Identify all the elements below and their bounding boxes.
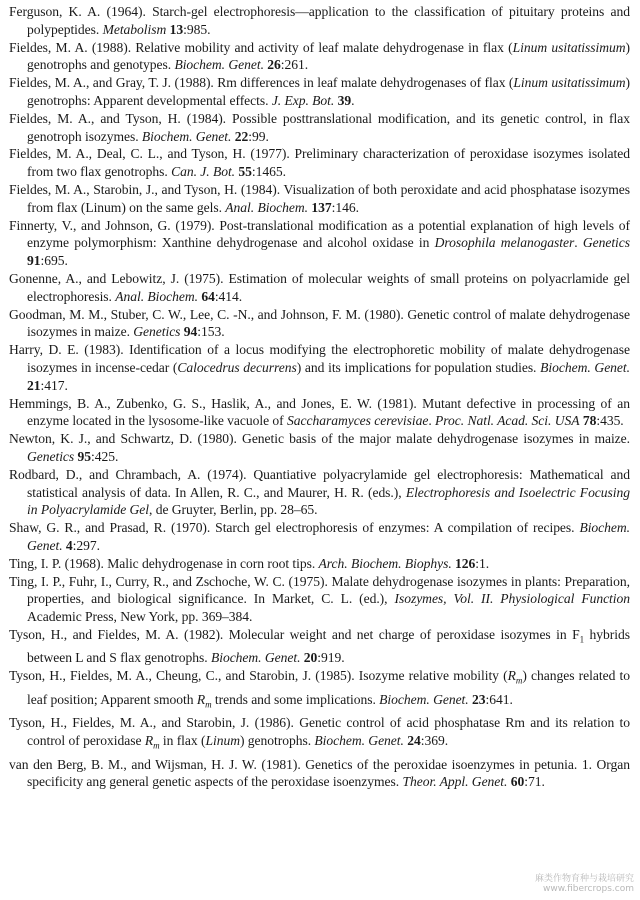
- reference-text: :695.: [40, 253, 68, 269]
- volume-number: 137: [311, 199, 332, 215]
- volume-number: 20: [303, 650, 318, 666]
- italic-text: Saccharamyces cerevisiae: [287, 413, 429, 429]
- reference-entry: [9, 341, 630, 394]
- reference-text: Fieldes, M. A., and Gray, T. J. (1988). Rm differences in leaf malate dehydrogenases of flax (: [9, 75, 514, 91]
- reference-text: Fieldes, M. A. (1988). Relative mobility and activity of leaf malate dehydrogenase in flax (: [9, 39, 513, 55]
- reference-entry: [9, 110, 630, 146]
- reference-text: Ferguson, K. A. (1964). Starch-gel electrophoresis—application to the classification of pituitary proteins and polypeptides.: [9, 4, 630, 37]
- italic-text: m: [515, 675, 523, 686]
- reference-text: Ting, I. P. (1968). Malic dehydrogenase in corn root tips.: [9, 555, 319, 571]
- italic-text: J. Exp. Bot.: [271, 92, 335, 108]
- reference-entry: [9, 667, 630, 714]
- reference-entry: [9, 555, 630, 573]
- reference-text: :146.: [331, 199, 359, 215]
- reference-text: Fieldes, M. A., Deal, C. L., and Tyson, H. (1977). Preliminary characterization of peroxidase isozymes isolated from two flax genotrophs.: [9, 146, 630, 180]
- italic-text: Isozymes, Vol. II. Physiological Function: [394, 591, 630, 607]
- italic-text: Anal. Biochem.: [225, 199, 309, 215]
- reference-entry: [9, 626, 630, 667]
- reference-text: .: [428, 413, 436, 429]
- reference-text: :641.: [485, 691, 513, 707]
- reference-entry: [9, 714, 630, 755]
- reference-entry: [9, 573, 630, 626]
- reference-text: :261.: [280, 57, 309, 73]
- reference-text: .: [351, 92, 355, 108]
- reference-entry: [9, 181, 630, 217]
- reference-text: :71.: [524, 774, 545, 790]
- volume-number: 26: [267, 57, 281, 73]
- reference-text: :435.: [596, 413, 624, 429]
- reference-entry: [9, 217, 630, 270]
- italic-text: Biochem. Genet.: [141, 128, 232, 144]
- italic-text: Proc. Natl. Acad. Sci. USA: [435, 413, 580, 429]
- reference-text: , de Gruyter, Berlin, pp. 28–65.: [149, 502, 318, 518]
- reference-text: Tyson, H., and Fieldes, M. A. (1982). Molecular weight and net charge of peroxidase isozymes in F: [9, 626, 580, 642]
- volume-number: 55: [238, 164, 252, 180]
- italic-text: Electrophoresis and Isoelectric Focusing in Polyacrylamide Gel: [27, 484, 631, 518]
- reference-entry: [9, 306, 630, 342]
- volume-number: 60: [510, 774, 525, 790]
- italic-text: R: [196, 691, 206, 707]
- reference-text: .: [574, 235, 583, 251]
- italic-text: Biochem. Genet.: [210, 650, 301, 666]
- italic-text: Arch. Biochem. Biophys.: [318, 555, 452, 571]
- reference-list: [9, 3, 630, 791]
- italic-text: Metabolism: [102, 21, 167, 37]
- watermark-line-2: www.fibercrops.com: [543, 884, 634, 894]
- reference-text: Rodbard, D., and Chrambach, A. (1974). Quantiative polyacrylamide gel electrophoresis: Mathematical and statistical analysis of data. In Allen, R. C., and Maurer, H. R. (eds.),: [9, 466, 630, 500]
- reference-text: ) genotrophs.: [239, 733, 315, 749]
- reference-entry: [9, 39, 630, 75]
- reference-entry: [9, 145, 630, 181]
- reference-text: van den Berg, B. M., and Wijsman, H. J. W. (1981). Genetics of the peroxidae isoenzymes in petunia. 1. Organ specificity ang general genetic aspects of the peroxidase isoenzymes.: [9, 756, 630, 790]
- reference-text: Academic Press, New York, pp. 369–384.: [27, 609, 253, 625]
- reference-entry: [9, 270, 630, 306]
- reference-text: hybrids between L and S flax genotrophs.: [27, 626, 630, 666]
- reference-text: :99.: [248, 128, 269, 144]
- reference-text: 1: [579, 634, 585, 645]
- reference-text: :1465.: [251, 164, 286, 180]
- volume-number: 21: [27, 377, 41, 393]
- italic-text: m: [153, 740, 160, 751]
- italic-text: R: [144, 733, 154, 749]
- watermark-line-1: 麻类作物育种与栽培研究: [534, 874, 634, 884]
- italic-text: Anal. Biochem.: [115, 288, 198, 304]
- italic-text: Linum usitatissimum: [512, 39, 626, 55]
- italic-text: Genetics: [582, 235, 631, 251]
- italic-text: Linum usitatissimum: [513, 75, 626, 91]
- volume-number: 24: [407, 733, 421, 749]
- italic-text: Biochem. Genet.: [314, 733, 404, 749]
- reference-text: Harry, D. E. (1983). Identification of a locus modifying the electrophoretic mobility of malate dehydrogenase isozymes in incense-cedar (: [9, 342, 630, 375]
- volume-number: 13: [169, 21, 184, 37]
- italic-text: Theor. Appl. Genet.: [402, 774, 508, 790]
- reference-text: :297.: [72, 537, 100, 553]
- reference-text: ) genotrophs and genotypes.: [27, 39, 630, 73]
- reference-text: ) changes related to leaf position; Apparent smooth: [27, 668, 631, 707]
- reference-text: :417.: [40, 377, 68, 393]
- reference-text: :414.: [214, 288, 243, 304]
- reference-text: :919.: [317, 650, 345, 666]
- reference-text: Fieldes, M. A., and Tyson, H. (1984). Possible posttranslational modification, and its genetic control, in flax genotroph isozymes.: [9, 110, 630, 144]
- reference-text: Goodman, M. M., Stuber, C. W., Lee, C. -N., and Johnson, F. M. (1980). Genetic control of malate dehydrogenase isozymes in maize.: [9, 306, 630, 340]
- reference-text: Fieldes, M. A., Starobin, J., and Tyson, H. (1984). Visualization of both peroxidate and acid phosphatase isozymes from flax (Linum) on the same gels.: [9, 181, 630, 215]
- reference-entry: [9, 3, 630, 39]
- reference-text: Hemmings, B. A., Zubenko, G. S., Haslik, A., and Jones, E. W. (1981). Mutant defective in processing of an enzyme located in the lysosome-like vacuole of: [9, 395, 630, 429]
- reference-text: Shaw, G. R., and Prasad, R. (1970). Starch gel electrophoresis of enzymes: A compilation of recipes.: [9, 520, 580, 536]
- reference-entry: [9, 466, 630, 519]
- volume-number: 78: [582, 413, 597, 429]
- italic-text: Genetics: [27, 448, 75, 464]
- italic-text: Biochem. Genet.: [174, 57, 264, 73]
- italic-text: Biochem. Genet.: [379, 691, 469, 707]
- reference-text: Newton, K. J., and Schwartz, D. (1980). Genetic basis of the major malate dehydrogenase isozymes in maize.: [9, 431, 630, 447]
- reference-entry: [9, 395, 630, 431]
- reference-entry: [9, 430, 630, 466]
- reference-text: Ting, I. P., Fuhr, I., Curry, R., and Zschoche, W. C. (1975). Malate dehydrogenase isozymes in plants: Preparation, properties, and biological significance. In Market, C. L. (ed.),: [9, 573, 630, 607]
- italic-text: Biochem. Genet.: [27, 520, 630, 553]
- reference-entry: [9, 519, 630, 555]
- reference-text: in flax (: [159, 733, 206, 749]
- reference-text: Gonenne, A., and Lebowitz, J. (1975). Estimation of molecular weights of small proteins on polyacrlamide gel electrophoresis.: [9, 270, 630, 304]
- reference-text: ) genotrophs: Apparent developmental effects.: [27, 75, 630, 108]
- italic-text: Genetics: [133, 324, 181, 340]
- volume-number: 64: [201, 288, 215, 304]
- reference-text: :425.: [91, 448, 119, 464]
- volume-number: 22: [234, 128, 249, 144]
- volume-number: 23: [472, 691, 486, 707]
- reference-text: ) and its implications for population studies.: [296, 359, 541, 375]
- italic-text: Drosophila melanogaster: [434, 235, 575, 251]
- reference-text: Finnerty, V., and Johnson, G. (1979). Post-translational modification as a potential explanation of high levels of enzyme polymorphism: Xanthine dehydrogenase and alcohol oxidase in: [9, 217, 630, 251]
- italic-text: Linum: [205, 733, 240, 749]
- volume-number: 94: [183, 324, 198, 340]
- volume-number: 39: [337, 92, 352, 108]
- reference-entry: [9, 74, 630, 110]
- reference-text: trends and some implications.: [211, 691, 380, 707]
- italic-text: m: [205, 699, 212, 710]
- italic-text: Can. J. Bot.: [171, 164, 236, 180]
- volume-number: 126: [455, 555, 476, 571]
- italic-text: R: [507, 668, 516, 684]
- site-watermark: [535, 874, 634, 894]
- reference-entry: [9, 756, 630, 792]
- volume-number: 95: [77, 448, 92, 464]
- volume-number: 4: [65, 537, 73, 553]
- reference-text: :1.: [475, 555, 490, 571]
- reference-text: Tyson, H., Fieldes, M. A., Cheung, C., and Starobin, J. (1985). Isozyme relative mobility (: [9, 668, 508, 684]
- volume-number: 91: [27, 253, 41, 269]
- reference-text: Tyson, H., Fieldes, M. A., and Starobin, J. (1986). Genetic control of acid phosphatase Rm and its relation to control of peroxidase: [9, 715, 630, 749]
- reference-text: :369.: [420, 733, 449, 749]
- italic-text: Calocedrus decurrens: [177, 359, 297, 375]
- reference-text: :153.: [197, 324, 225, 340]
- italic-text: Biochem. Genet.: [540, 359, 630, 375]
- reference-text: :985.: [183, 21, 211, 37]
